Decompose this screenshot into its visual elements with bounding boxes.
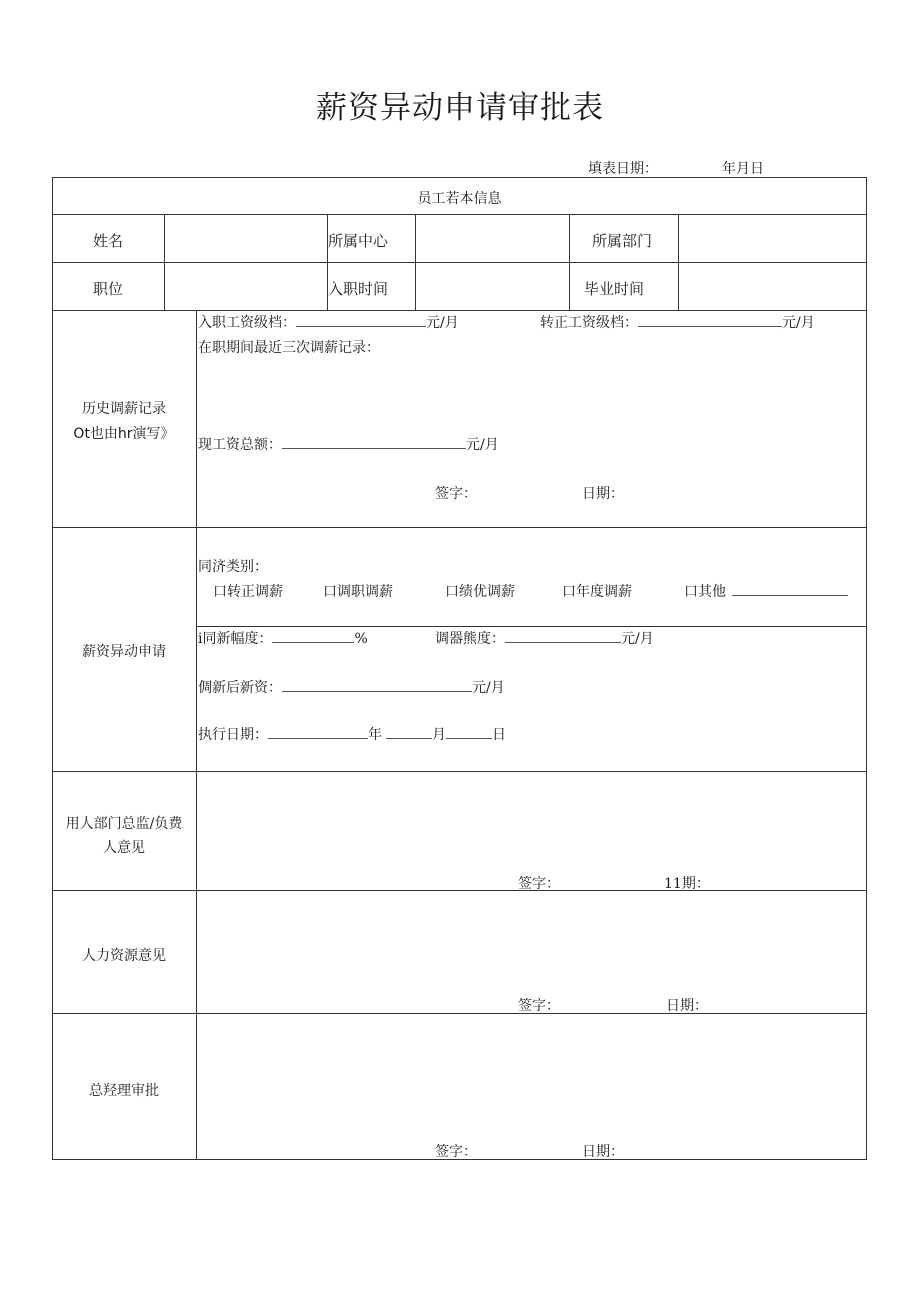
- name-input[interactable]: [166, 216, 326, 261]
- hr-opinion-area[interactable]: [198, 893, 863, 988]
- dept-date-label: 11期：: [664, 876, 710, 892]
- position-label: 职位: [93, 280, 124, 298]
- history-sign-label: 签字：: [435, 486, 477, 502]
- history-label: 历史调薪记录: [82, 401, 166, 417]
- entry-grade-row: [198, 312, 459, 332]
- adjust-range-field[interactable]: [272, 629, 354, 643]
- fill-date-ymd: 年月日: [722, 161, 764, 177]
- option-other-label[interactable]: 口其他: [684, 584, 726, 600]
- dept-opinion-label: 用人部门总监/负费: [65, 816, 183, 832]
- application-label: 薪资异动申请: [82, 644, 166, 660]
- regular-grade-unit: 元/月: [782, 315, 815, 331]
- day-label: 日: [492, 727, 506, 743]
- hr-date-label: 日期：: [666, 998, 708, 1014]
- adjust-amount-row: [435, 628, 654, 648]
- salary-records-area[interactable]: [198, 358, 863, 428]
- basic-info-header: 员工若本信息: [417, 191, 502, 207]
- regular-grade-field[interactable]: [638, 313, 782, 327]
- center-input[interactable]: [417, 216, 568, 261]
- current-total-label: 现工资总额：: [198, 437, 282, 453]
- exec-month-field[interactable]: [386, 725, 432, 739]
- dept-label: 所属部门: [592, 232, 653, 250]
- exec-day-field[interactable]: [446, 725, 492, 739]
- option-performance[interactable]: 口绩优调薪: [445, 584, 515, 600]
- hire-date-label: 入职时间: [328, 280, 389, 298]
- adjust-range-row: [198, 628, 368, 648]
- exec-date-row: [198, 724, 506, 744]
- history-date-label: 日期：: [582, 486, 624, 502]
- new-salary-row: [198, 677, 505, 697]
- adjust-type-label: 同济类别：: [198, 559, 268, 575]
- regular-grade-label: 转正工资级档：: [540, 315, 638, 331]
- gm-date-label: 日期：: [582, 1144, 624, 1160]
- name-label: 姓名: [93, 232, 124, 250]
- salary-records-label: 在职期间最近三次调薪记录：: [198, 340, 380, 356]
- position-input[interactable]: [166, 264, 326, 309]
- option-annual[interactable]: 口年度调薪: [562, 584, 632, 600]
- new-salary-label: 倜新后新资：: [198, 680, 282, 696]
- dept-opinion-sublabel: 人意见: [103, 840, 145, 856]
- dept-input[interactable]: [680, 216, 865, 261]
- adjust-amount-label: 调器熊度：: [435, 631, 505, 647]
- dept-sign-label: 签字：: [518, 876, 560, 892]
- exec-year-field[interactable]: [268, 725, 368, 739]
- grad-date-label: 毕业时间: [584, 280, 645, 298]
- option-other-field[interactable]: [732, 582, 848, 596]
- exec-date-label: 执行日期：: [198, 727, 268, 743]
- new-salary-unit: 元/月: [472, 680, 505, 696]
- option-regular[interactable]: 口转正调薪: [213, 584, 283, 600]
- fill-date-label: 填表日期：: [588, 161, 658, 177]
- adjust-range-label: i同新幅度：: [198, 631, 273, 647]
- dept-opinion-area[interactable]: [198, 774, 863, 866]
- entry-grade-field[interactable]: [296, 313, 426, 327]
- current-total-row: [198, 434, 499, 454]
- entry-grade-label: 入职工资级档：: [198, 315, 296, 331]
- page-title: 薪资异动申请审批表: [316, 90, 604, 126]
- center-label: 所属中心: [328, 232, 389, 250]
- hire-date-input[interactable]: [417, 264, 568, 309]
- gm-sign-label: 签字：: [435, 1144, 477, 1160]
- option-other: [684, 581, 848, 601]
- adjust-amount-field[interactable]: [505, 629, 621, 643]
- current-total-field[interactable]: [282, 435, 466, 449]
- gm-approval-area[interactable]: [198, 1016, 863, 1134]
- percent-sign: %: [354, 631, 368, 647]
- new-salary-field[interactable]: [282, 678, 472, 692]
- regular-grade-row: [540, 312, 815, 332]
- adjust-amount-unit: 元/月: [621, 631, 654, 647]
- gm-approval-label: 总羟理审批: [89, 1083, 159, 1099]
- year-label: 年: [368, 727, 382, 743]
- grad-date-input[interactable]: [680, 264, 865, 309]
- month-label: 月: [432, 727, 446, 743]
- entry-grade-unit: 元/月: [426, 315, 459, 331]
- history-sublabel: Ot也由hr演写》: [73, 426, 175, 442]
- hr-sign-label: 签字：: [518, 998, 560, 1014]
- option-transfer[interactable]: 口调职调薪: [323, 584, 393, 600]
- current-total-unit: 元/月: [466, 437, 499, 453]
- hr-opinion-label: 人力资源意见: [82, 948, 166, 964]
